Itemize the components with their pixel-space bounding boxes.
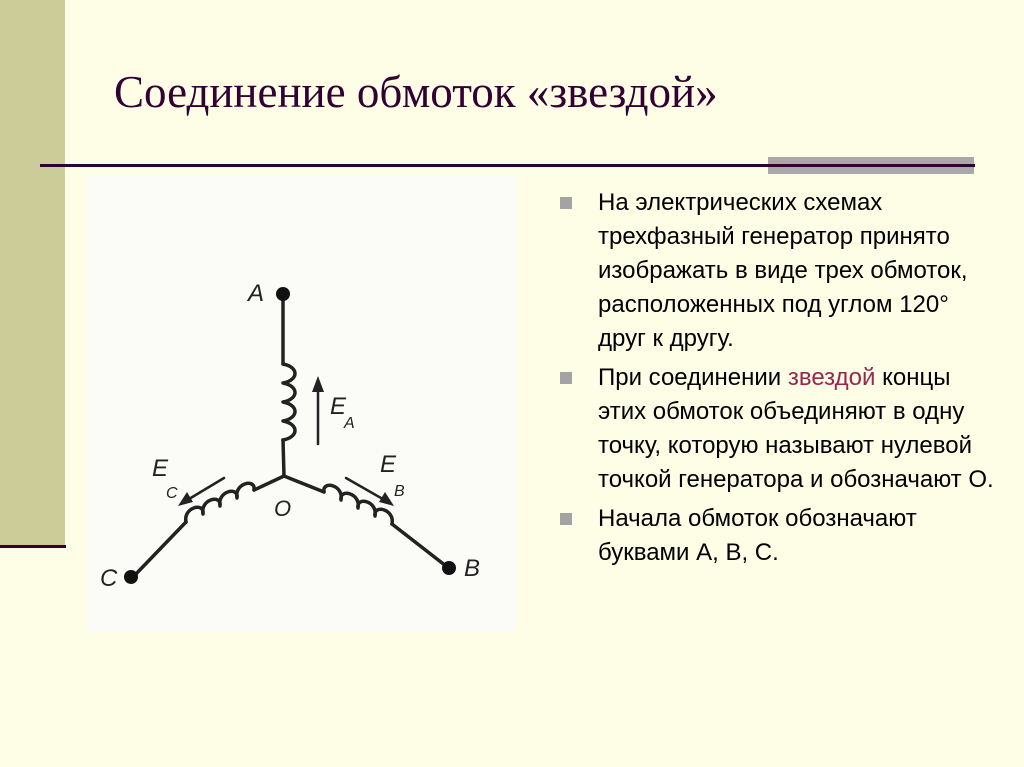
wire-center-c: [254, 476, 284, 490]
bullet-list: [558, 186, 998, 575]
title-divider-gray-lower: [768, 167, 974, 174]
star-diagram-svg: [86, 176, 516, 632]
label-eb: E: [380, 451, 397, 478]
label-a: A: [248, 280, 265, 307]
label-eb-sub: B: [394, 483, 405, 500]
bullet-text-after: концы этих обмоток объединяют в одну точку, которую называют нулевой точкой генератора и обозначают О.: [598, 364, 994, 493]
coil-a: [283, 364, 295, 440]
bullet-highlight: звездой: [787, 364, 876, 391]
wire-a-center: [283, 440, 284, 476]
square-bullet-icon: [560, 372, 572, 384]
coil-c: [186, 483, 254, 522]
label-ea-sub: A: [344, 415, 355, 432]
bullet-item: [558, 502, 998, 570]
wire-center-b: [284, 476, 324, 492]
label-ea: E: [330, 393, 347, 420]
label-ec: E: [152, 455, 169, 482]
terminal-b: [442, 561, 456, 575]
square-bullet-icon: [560, 197, 572, 209]
square-bullet-icon: [560, 513, 572, 525]
arrowhead-ec: [178, 492, 193, 506]
left-accent-line: [0, 545, 66, 548]
wire-b: [392, 524, 446, 566]
bullet-item: [558, 361, 998, 497]
terminal-a: [276, 287, 290, 301]
coil-b: [324, 485, 392, 524]
label-b: B: [464, 555, 481, 582]
wire-c: [134, 522, 186, 576]
bullet-text: На электрических схемах трехфазный генератор принято изображать в виде трех обмоток, расположенных под углом 120° друг к другу.: [598, 189, 968, 352]
left-accent-band: [0, 0, 65, 547]
label-ec-sub: C: [166, 485, 178, 502]
arrowhead-ea: [312, 376, 324, 392]
star-connection-diagram: [86, 176, 516, 632]
arrowhead-eb: [379, 492, 394, 506]
bullet-text: Начала обмоток обозначают буквами А, В, С.: [598, 505, 917, 566]
title-divider-gray-upper: [768, 157, 974, 164]
bullet-item: [558, 186, 998, 356]
slide-title: Соединение обмоток «звездой»: [114, 67, 718, 117]
bullet-text-before: При соединении: [598, 364, 788, 391]
label-o: O: [274, 496, 292, 521]
label-c: C: [100, 565, 118, 592]
terminal-c: [124, 570, 138, 584]
